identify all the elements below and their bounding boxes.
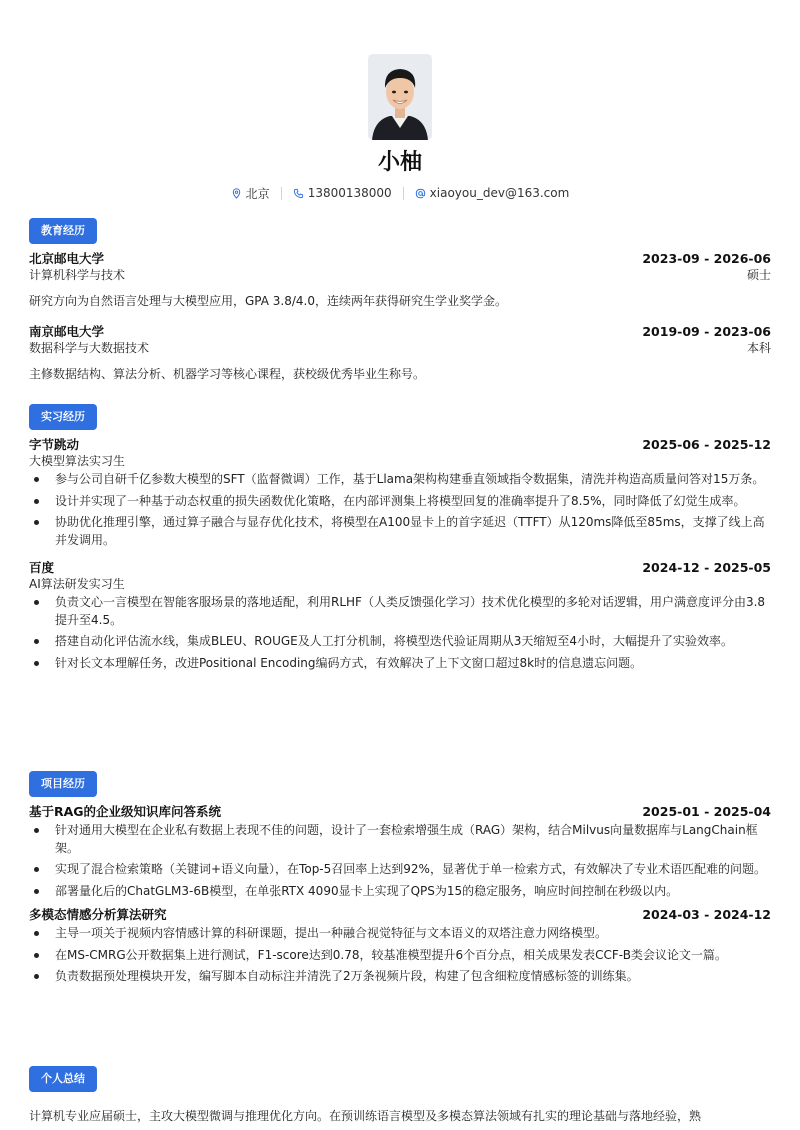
company-name: 百度 (29, 560, 55, 575)
date-range: 2023-09 - 2026-06 (642, 251, 771, 266)
job-role: 大模型算法实习生 (29, 454, 126, 468)
contact-divider (281, 187, 282, 200)
project-entry (29, 906, 771, 986)
section-title-summary: 个人总结 (29, 1066, 97, 1092)
bullet-item: 协助优化推理引擎，通过算子融合与显存优化技术，将模型在A100显卡上的首字延迟（TTFT）从120ms降低至85ms，支撑了线上高并发调用。 (29, 514, 771, 549)
contact-email (415, 186, 570, 200)
education-description: 主修数据结构、算法分析、机器学习等核心课程，获校级优秀毕业生称号。 (29, 367, 426, 381)
job-role: AI算法研发实习生 (29, 577, 125, 591)
major: 计算机科学与技术 (29, 268, 126, 282)
date-range: 2025-06 - 2025-12 (642, 437, 771, 452)
project-name: 多模态情感分析算法研究 (29, 907, 167, 922)
education-entry (29, 250, 771, 311)
profile-photo (368, 54, 432, 140)
candidate-name: 小柚 (377, 150, 422, 175)
major: 数据科学与大数据技术 (29, 341, 150, 355)
section-title-education: 教育经历 (29, 218, 97, 244)
contact-phone (293, 186, 392, 200)
phone-icon (293, 188, 304, 199)
at-sign-icon (415, 188, 426, 199)
contact-bar (29, 184, 771, 202)
bullet-list (29, 594, 771, 672)
bullet-item: 搭建自动化评估流水线，集成BLEU、ROUGE及人工打分机制，将模型迭代验证周期从3天缩短至4小时，大幅提升了实验效率。 (29, 633, 771, 651)
bullet-item: 针对长文本理解任务，改进Positional Encoding编码方式，有效解决了上下文窗口超过8k时的信息遗忘问题。 (29, 655, 771, 673)
degree: 本科 (746, 341, 771, 355)
bullet-item: 主导一项关于视频内容情感计算的科研课题，提出一种融合视觉特征与文本语义的双塔注意力网络模型。 (29, 925, 771, 943)
internship-entry (29, 559, 771, 672)
bullet-item: 负责数据预处理模块开发，编写脚本自动标注并清洗了2万条视频片段，构建了包含细粒度情感标签的训练集。 (29, 968, 771, 986)
location-text: 北京 (245, 186, 270, 201)
degree: 硕士 (746, 268, 771, 282)
section-title-internship: 实习经历 (29, 404, 97, 430)
project-name: 基于RAG的企业级知识库问答系统 (29, 804, 222, 819)
bullet-item: 参与公司自研千亿参数大模型的SFT（监督微调）工作，基于Llama架构构建垂直领域指令数据集，清洗并构造高质量问答对15万条。 (29, 471, 771, 489)
projects-section (29, 771, 771, 990)
education-section (29, 218, 771, 384)
summary-section (29, 1066, 771, 1126)
bullet-item: 负责文心一言模型在智能客服场景的落地适配，利用RLHF（人类反馈强化学习）技术优化模型的多轮对话逻辑，用户满意度评分由3.8提升至4.5。 (29, 594, 771, 629)
bullet-item: 部署量化后的ChatGLM3-6B模型，在单张RTX 4090显卡上实现了QPS为15的稳定服务，响应时间控制在秒级以内。 (29, 883, 771, 901)
location-pin-icon (231, 188, 242, 199)
education-description: 研究方向为自然语言处理与大模型应用，GPA 3.8/4.0，连续两年获得研究生学业奖学金。 (29, 294, 508, 308)
bullet-item: 实现了混合检索策略（关键词+语义向量），在Top-5召回率上达到92%，显著优于单一检索方式，有效解决了专业术语匹配难的问题。 (29, 861, 771, 879)
company-name: 字节跳动 (29, 437, 80, 452)
education-entry (29, 323, 771, 384)
email-text: xiaoyou_dev@163.com (429, 186, 570, 200)
school-name: 北京邮电大学 (29, 251, 105, 266)
date-range: 2024-12 - 2025-05 (642, 560, 771, 575)
internship-section (29, 404, 771, 676)
date-range: 2024-03 - 2024-12 (642, 907, 771, 922)
bullet-list (29, 822, 771, 900)
phone-text: 13800138000 (307, 186, 392, 200)
bullet-item: 针对通用大模型在企业私有数据上表现不佳的问题，设计了一套检索增强生成（RAG）架构，结合Milvus向量数据库与LangChain框架。 (29, 822, 771, 857)
contact-location (231, 185, 270, 202)
school-name: 南京邮电大学 (29, 324, 105, 339)
bullet-list (29, 925, 771, 986)
section-title-projects: 项目经历 (29, 771, 97, 797)
internship-entry (29, 436, 771, 549)
date-range: 2019-09 - 2023-06 (642, 324, 771, 339)
project-entry (29, 803, 771, 900)
bullet-list (29, 471, 771, 549)
date-range: 2025-01 - 2025-04 (642, 804, 771, 819)
bullet-item: 设计并实现了一种基于动态权重的损失函数优化策略，在内部评测集上将模型回复的准确率提升了8.5%，同时降低了幻觉生成率。 (29, 493, 771, 511)
contact-divider (403, 187, 404, 200)
bullet-item: 在MS-CMRG公开数据集上进行测试，F1-score达到0.78，较基准模型提升6个百分点，相关成果发表CCF-B类会议论文一篇。 (29, 947, 771, 965)
summary-text: 计算机专业应届硕士，主攻大模型微调与推理优化方向。在预训练语言模型及多模态算法领域有扎实的理论基础与落地经验，熟 (29, 1109, 702, 1123)
resume-header (29, 0, 771, 202)
